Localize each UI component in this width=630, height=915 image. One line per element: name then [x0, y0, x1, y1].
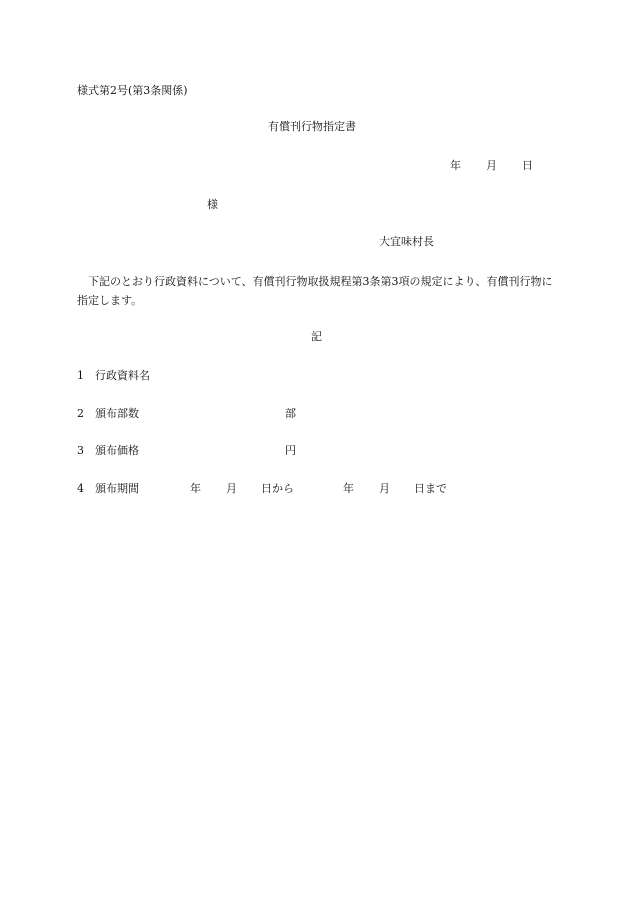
date-month-label: 月 — [486, 159, 497, 172]
item-label-copies: 頒布部数 — [95, 407, 139, 420]
period-to-year-label: 年 — [343, 482, 354, 495]
date-year-label: 年 — [450, 159, 461, 172]
issuer-name: 大宜味村長 — [379, 235, 434, 248]
item-number: 1 — [77, 369, 84, 382]
period-to-month-label: 月 — [379, 482, 390, 495]
item-number: 4 — [77, 482, 84, 495]
body-paragraph: 下記のとおり行政資料について、有償刊行物取扱規程第3条第3項の規定により、有償刊行物に指定します。 — [77, 275, 553, 308]
period-to-day-label: 日まで — [414, 482, 447, 495]
item-number: 2 — [77, 407, 84, 420]
period-from-day-label: 日から — [261, 482, 294, 495]
date-day-label: 日 — [522, 159, 533, 172]
item-unit-copies: 部 — [285, 407, 296, 420]
item-label-period: 頒布期間 — [95, 482, 139, 495]
form-number: 様式第2号(第3条関係) — [77, 84, 188, 97]
period-from-year-label: 年 — [190, 482, 201, 495]
document-title: 有償刊行物指定書 — [268, 120, 356, 133]
addressee-honorific: 様 — [207, 198, 218, 211]
period-from-month-label: 月 — [226, 482, 237, 495]
item-number: 3 — [77, 444, 84, 457]
item-label-price: 頒布価格 — [95, 444, 139, 457]
item-label-document-name: 行政資料名 — [95, 369, 150, 382]
item-unit-yen: 円 — [285, 444, 296, 457]
ki-heading: 記 — [311, 330, 322, 343]
